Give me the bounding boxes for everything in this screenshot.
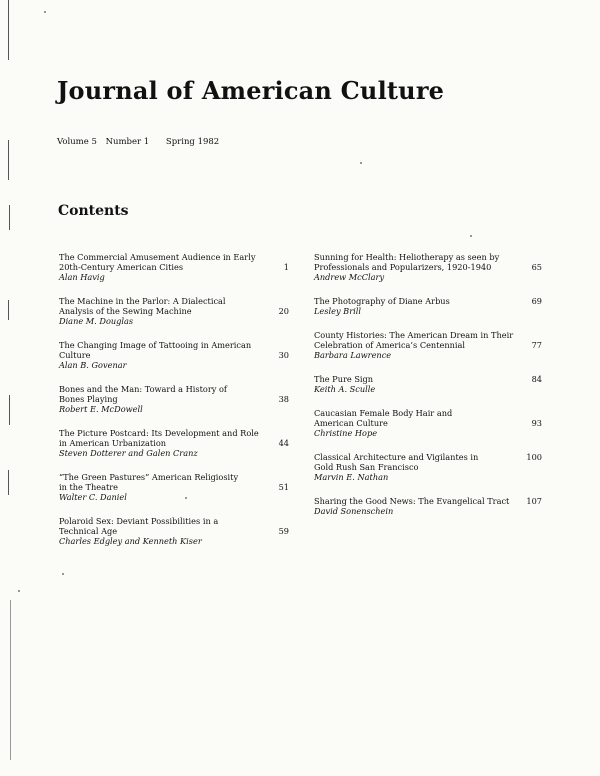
number-label: Number 1 (105, 137, 150, 147)
entry-title-line: Classical Architecture and Vigilantes in (314, 452, 479, 462)
contents-entry (59, 296, 289, 326)
entry-page-number: 69 (531, 296, 542, 306)
entry-title-line: in American Urbanization (59, 438, 167, 448)
entry-author: Lesley Brill (314, 306, 361, 316)
scan-edge-mark (8, 140, 9, 180)
issue-info (57, 137, 225, 147)
scan-edge-mark (8, 300, 9, 320)
entry-title-line: The Machine in the Parlor: A Dialectical (59, 296, 226, 306)
contents-column-left (59, 252, 289, 560)
contents-entry (59, 472, 289, 502)
entry-page-number: 93 (531, 418, 542, 428)
entry-author: Barbara Lawrence (314, 350, 392, 360)
entry-author: Marvin E. Nathan (314, 472, 389, 482)
entry-title-line: Bones and the Man: Toward a History of (59, 384, 227, 394)
contents-entry (59, 428, 289, 458)
entry-title-line: Bones Playing (59, 394, 118, 404)
contents-entry (314, 374, 542, 394)
scan-edge-mark (9, 395, 10, 425)
contents-entry (314, 252, 542, 282)
entry-author: Robert E. McDowell (59, 404, 143, 414)
entry-page-number: 77 (531, 340, 542, 350)
contents-entry (59, 340, 289, 370)
contents-column-right (314, 252, 542, 530)
entry-page-number: 65 (531, 262, 542, 272)
entry-page-number: 107 (526, 496, 542, 506)
entry-page-number: 1 (283, 262, 289, 272)
entry-title-line: Polaroid Sex: Deviant Possibilities in a (59, 516, 219, 526)
entry-page-number: 20 (278, 306, 289, 316)
contents-entry (314, 408, 542, 438)
entry-author: Steven Dotterer and Galen Cranz (59, 448, 198, 458)
entry-title-line: Gold Rush San Francisco (314, 462, 419, 472)
entry-title-line: Caucasian Female Body Hair and (314, 408, 453, 418)
contents-entry (314, 496, 542, 516)
entry-author: Alan Havig (59, 272, 105, 282)
entry-title-line: The Photography of Diane Arbus (314, 296, 450, 306)
entry-title-line: The Commercial Amusement Audience in Early (59, 252, 256, 262)
entry-title-line: County Histories: The American Dream in Their (314, 330, 514, 340)
entry-author: Christine Hope (314, 428, 378, 438)
entry-author: Andrew McClary (314, 272, 385, 282)
scan-edge-mark (8, 470, 9, 495)
contents-heading: Contents (58, 203, 129, 219)
entry-page-number: 59 (278, 526, 289, 536)
scan-edge-mark (9, 205, 10, 230)
entry-author: Alan B. Govenar (59, 360, 127, 370)
scan-speck (44, 11, 46, 13)
scan-speck (360, 162, 362, 164)
season-label: Spring 1982 (165, 137, 220, 147)
entry-title-line: Sunning for Health: Heliotherapy as seen by (314, 252, 500, 262)
entry-page-number: 51 (278, 482, 289, 492)
entry-title-line: The Picture Postcard: Its Development and Role (59, 428, 259, 438)
contents-entry (314, 296, 542, 316)
contents-entry (59, 516, 289, 546)
contents-entry (59, 252, 289, 282)
entry-page-number: 84 (531, 374, 542, 384)
entry-title-line: American Culture (314, 418, 388, 428)
contents-entry (314, 452, 542, 482)
entry-page-number: 38 (278, 394, 289, 404)
entry-author: Diane M. Douglas (59, 316, 134, 326)
volume-label: Volume 5 (57, 137, 97, 147)
entry-page-number: 44 (278, 438, 289, 448)
entry-page-number: 100 (526, 452, 542, 462)
entry-title-line: 20th-Century American Cities (59, 262, 184, 272)
entry-title-line: Technical Age (59, 526, 118, 536)
scan-speck (62, 573, 64, 575)
scan-edge-mark (10, 600, 11, 760)
journal-title: Journal of American Culture (57, 76, 445, 105)
entry-title-line: Celebration of America’s Centennial (314, 340, 465, 350)
entry-title-line: The Changing Image of Tattooing in American (59, 340, 252, 350)
entry-author: Charles Edgley and Kenneth Kiser (59, 536, 202, 546)
entry-title-line: in the Theatre (59, 482, 119, 492)
entry-author: Walter C. Daniel (59, 492, 127, 502)
entry-title-line: Culture (59, 350, 91, 360)
scan-speck (470, 235, 472, 237)
contents-entry (314, 330, 542, 360)
scan-speck (18, 590, 20, 592)
entry-title-line: “The Green Pastures” American Religiosity (59, 472, 239, 482)
entry-author: Keith A. Sculle (314, 384, 376, 394)
entry-author: David Sonenschein (314, 506, 394, 516)
scan-edge-mark (8, 0, 9, 60)
entry-title-line: Sharing the Good News: The Evangelical Tract (314, 496, 510, 506)
entry-title-line: Professionals and Popularizers, 1920-1940 (314, 262, 492, 272)
entry-title-line: The Pure Sign (314, 374, 374, 384)
contents-entry (59, 384, 289, 414)
entry-title-line: Analysis of the Sewing Machine (59, 306, 192, 316)
entry-page-number: 30 (278, 350, 289, 360)
